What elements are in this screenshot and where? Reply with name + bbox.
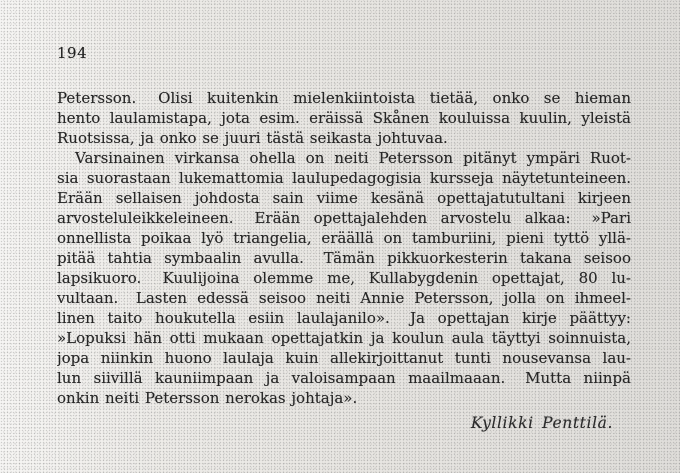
body-text bbox=[57, 88, 631, 433]
text-line: Varsinainen virkansa ohella on neiti Petersson pitänyt ympäri Ruot- bbox=[75, 149, 631, 167]
text-line: onnellista poikaa lyö triangelia, eräällä on tamburiini, pieni tyttö yllä- bbox=[57, 229, 631, 247]
text-line: »Lopuksi hän otti mukaan opettajatkin ja koulun aula täyttyi soinnuista, bbox=[57, 329, 631, 347]
text-line: onkin neiti Petersson nerokas johtaja». bbox=[57, 389, 358, 407]
text-line: arvosteluleikkeleineen. Erään opettajalehden arvostelu alkaa: »Pari bbox=[57, 209, 631, 227]
text-line: hento laulamistapa, jota esim. eräissä Skånen kouluissa kuulin, yleistä bbox=[57, 109, 631, 127]
text-line: Petersson. Olisi kuitenkin mielenkiintoista tietää, onko se hieman bbox=[57, 89, 631, 107]
text-line: lun siivillä kauniimpaan ja valoisampaan maailmaaan. Mutta niinpä bbox=[57, 369, 631, 387]
author-signature: Kyllikki Penttilä. bbox=[470, 414, 613, 432]
text-line: vultaan. Lasten edessä seisoo neiti Annie Petersson, jolla on ihmeel- bbox=[57, 289, 631, 307]
text-line: jopa niinkin huono laulaja kuin allekirjoittanut tunti nousevansa lau- bbox=[57, 349, 631, 367]
text-column bbox=[57, 0, 631, 433]
text-line: sia suorastaan lukemattomia laulupedagogisia kursseja näytetunteineen. bbox=[57, 169, 631, 187]
text-line: Ruotsissa, ja onko se juuri tästä seikasta johtuvaa. bbox=[57, 129, 448, 147]
text-line: lapsikuoro. Kuulijoina olemme me, Kullabygdenin opettajat, 80 lu- bbox=[57, 269, 631, 287]
page-number: 194 bbox=[57, 44, 88, 62]
text-line: Erään sellaisen johdosta sain viime kesänä opettajatutultani kirjeen bbox=[57, 189, 631, 207]
text-line: linen taito houkutella esiin laulajanilo». Ja opettajan kirje päättyy: bbox=[57, 309, 631, 327]
text-line: pitää tahtia symbaalin avulla. Tämän pikkuorkesterin takana seisoo bbox=[57, 249, 631, 267]
